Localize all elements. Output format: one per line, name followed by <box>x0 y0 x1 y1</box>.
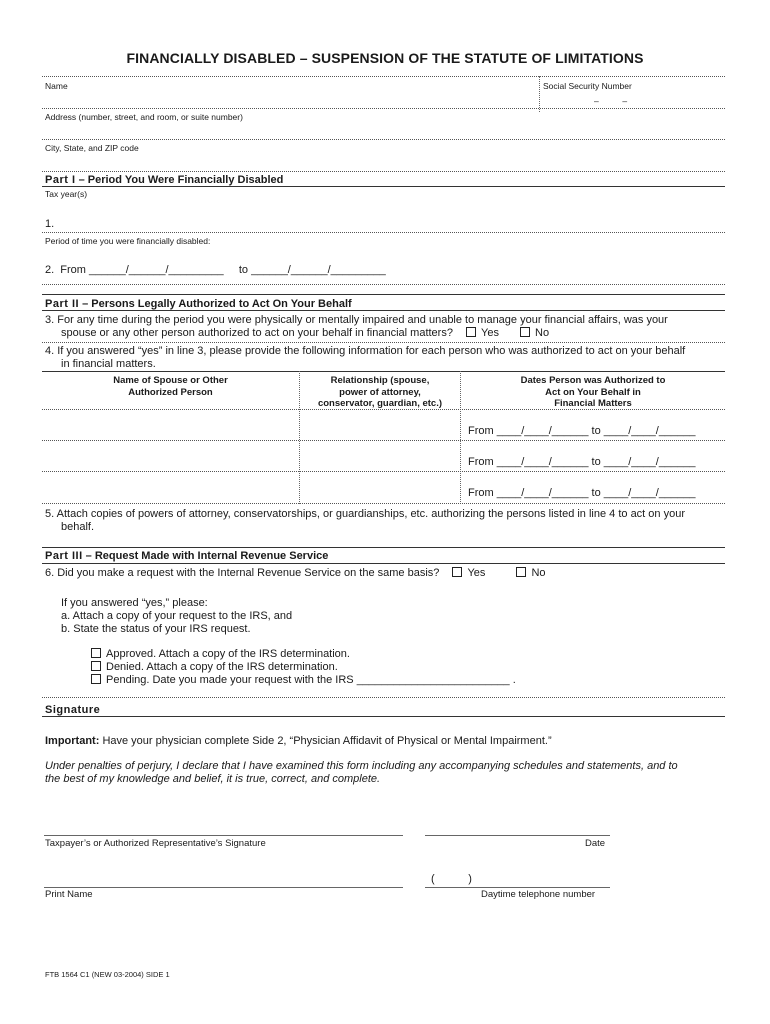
divider <box>42 294 725 295</box>
part1-label: Part I <box>45 174 76 186</box>
name-field[interactable] <box>42 108 725 109</box>
item-b-text: b. State the status of your IRS request. <box>61 623 251 635</box>
perjury-statement <box>45 760 678 786</box>
part3-label: Part III <box>45 550 83 562</box>
col-header-line: Dates Person was Authorized to <box>520 375 666 386</box>
date-row-3[interactable]: From ____/____/______ to ____/____/______ <box>468 487 696 499</box>
divider <box>42 547 725 548</box>
tax-years-label: Tax year(s) <box>45 189 88 199</box>
checkbox-icon <box>466 327 476 337</box>
status-label: Denied. Attach a copy of the IRS determination. <box>106 661 338 673</box>
table-row[interactable] <box>42 471 725 472</box>
line5-text: 5. Attach copies of powers of attorney, conservatorships, or guardianships, etc. authorizing the persons listed in line 4 to act on your <box>45 508 685 520</box>
phone-line[interactable] <box>425 887 610 888</box>
status-pending-checkbox[interactable] <box>91 674 516 686</box>
part1-heading <box>45 174 283 186</box>
part3-title: – Request Made with Internal Revenue Service <box>82 550 329 562</box>
divider <box>42 409 725 410</box>
name-field-label: Name <box>45 81 68 91</box>
if-yes-text: If you answered “yes,” please: <box>61 597 208 609</box>
important-note <box>45 735 552 747</box>
ssn-format: – – <box>594 96 628 106</box>
signature-heading <box>45 704 100 716</box>
checkbox-icon <box>520 327 530 337</box>
address-field[interactable] <box>42 139 725 140</box>
date-line[interactable] <box>425 835 610 836</box>
divider <box>42 76 725 77</box>
divider <box>42 371 725 372</box>
divider <box>42 342 725 343</box>
part2-heading <box>45 298 352 310</box>
divider <box>42 563 725 564</box>
form-footer: FTB 1564 C1 (NEW 03-2004) SIDE 1 <box>45 970 170 979</box>
table-divider <box>460 371 461 504</box>
col-header-line: Authorized Person <box>128 386 213 398</box>
date-row-1[interactable]: From ____/____/______ to ____/____/______ <box>468 425 696 437</box>
line2-date-range[interactable]: 2. From ______/______/_________ to ______/______/_________ <box>45 264 386 276</box>
yes-label: Yes <box>481 327 499 339</box>
perjury-line: Under penalties of perjury, I declare that I have examined this form including any accompanying schedules and statements, and to <box>45 760 678 772</box>
checkbox-icon <box>91 648 101 658</box>
date-row-2[interactable]: From ____/____/______ to ____/____/______ <box>468 456 696 468</box>
divider <box>42 697 725 698</box>
table-row[interactable] <box>42 503 725 504</box>
checkbox-icon <box>91 661 101 671</box>
signature-heading-text: Signature <box>45 704 101 716</box>
perjury-line: the best of my knowledge and belief, it is true, correct, and complete. <box>45 773 381 785</box>
status-denied-checkbox[interactable] <box>91 661 338 673</box>
date-label: Date <box>585 838 606 849</box>
checkbox-icon <box>516 567 526 577</box>
line3-text-cont <box>61 327 549 339</box>
address-field-label: Address (number, street, and room, or suite number) <box>45 112 243 122</box>
line1-label: 1. <box>45 218 55 230</box>
table-divider <box>299 371 300 504</box>
col-header-line: Relationship (spouse, <box>330 375 430 386</box>
col-header-line: conservator, guardian, etc.) <box>317 398 443 409</box>
line6-yes-checkbox[interactable] <box>452 567 485 579</box>
col-header-name <box>42 375 299 398</box>
important-label: Important: <box>45 735 100 747</box>
phone-label: Daytime telephone number <box>481 889 596 900</box>
checkbox-icon <box>91 674 101 684</box>
tax-years-field[interactable] <box>42 232 725 233</box>
no-label: No <box>535 327 550 339</box>
col-header-line: Financial Matters <box>554 398 632 409</box>
form-title: FINANCIALLY DISABLED – SUSPENSION OF THE STATUTE OF LIMITATIONS <box>126 50 644 66</box>
divider <box>539 76 540 112</box>
col-header-line: Act on Your Behalf in <box>545 386 641 398</box>
table-row[interactable] <box>42 440 725 441</box>
line6-question: 6. Did you make a request with the Internal Revenue Service on the same basis? <box>45 567 440 579</box>
item-a-text: a. Attach a copy of your request to the IRS, and <box>61 610 293 622</box>
phone-parens: ( ) <box>431 873 472 885</box>
city-field-label: City, State, and ZIP code <box>45 143 139 153</box>
important-text: Have your physician complete Side 2, “Physician Affidavit of Physical or Mental Impairment.” <box>99 735 552 747</box>
col-header-line: Name of Spouse or Other <box>113 375 228 386</box>
divider <box>42 716 725 717</box>
period-label: Period of time you were financially disabled: <box>45 236 211 246</box>
line3-text: 3. For any time during the period you were physically or mentally impaired and unable to manage your financial affairs, was your <box>45 314 668 326</box>
col-header-line: power of attorney, <box>339 386 421 398</box>
yes-label: Yes <box>467 567 486 579</box>
line4-text-cont: in financial matters. <box>61 358 156 370</box>
part1-title: – Period You Were Financially Disabled <box>75 174 284 186</box>
part2-title: – Persons Legally Authorized to Act On Your Behalf <box>79 298 352 310</box>
ssn-field-label: Social Security Number <box>543 81 632 91</box>
status-label: Pending. Date you made your request with the IRS _________________________ . <box>106 674 516 686</box>
divider <box>42 310 725 311</box>
print-name-label: Print Name <box>45 889 93 900</box>
part2-label: Part II <box>45 298 80 310</box>
divider <box>42 284 725 285</box>
signature-label: Taxpayer’s or Authorized Representative’s Signature <box>45 838 266 849</box>
line5-text-cont: behalf. <box>61 521 95 533</box>
no-label: No <box>531 567 546 579</box>
no-checkbox[interactable] <box>520 327 549 339</box>
checkbox-icon <box>452 567 462 577</box>
line6-text <box>45 567 546 579</box>
line6-no-checkbox[interactable] <box>516 567 545 579</box>
city-field[interactable] <box>42 171 725 172</box>
part3-heading <box>45 550 328 562</box>
line3-question: spouse or any other person authorized to act on your behalf in financial matters? <box>61 327 453 339</box>
print-name-line[interactable] <box>44 887 403 888</box>
yes-checkbox[interactable] <box>466 327 499 339</box>
status-label: Approved. Attach a copy of the IRS determination. <box>106 648 350 660</box>
line4-text: 4. If you answered “yes” in line 3, please provide the following information for each person who was authorized to act on your behalf <box>45 345 686 357</box>
status-approved-checkbox[interactable] <box>91 648 350 660</box>
col-header-dates <box>461 375 725 410</box>
col-header-relationship <box>300 375 460 410</box>
divider <box>42 186 725 187</box>
signature-line[interactable] <box>44 835 403 836</box>
